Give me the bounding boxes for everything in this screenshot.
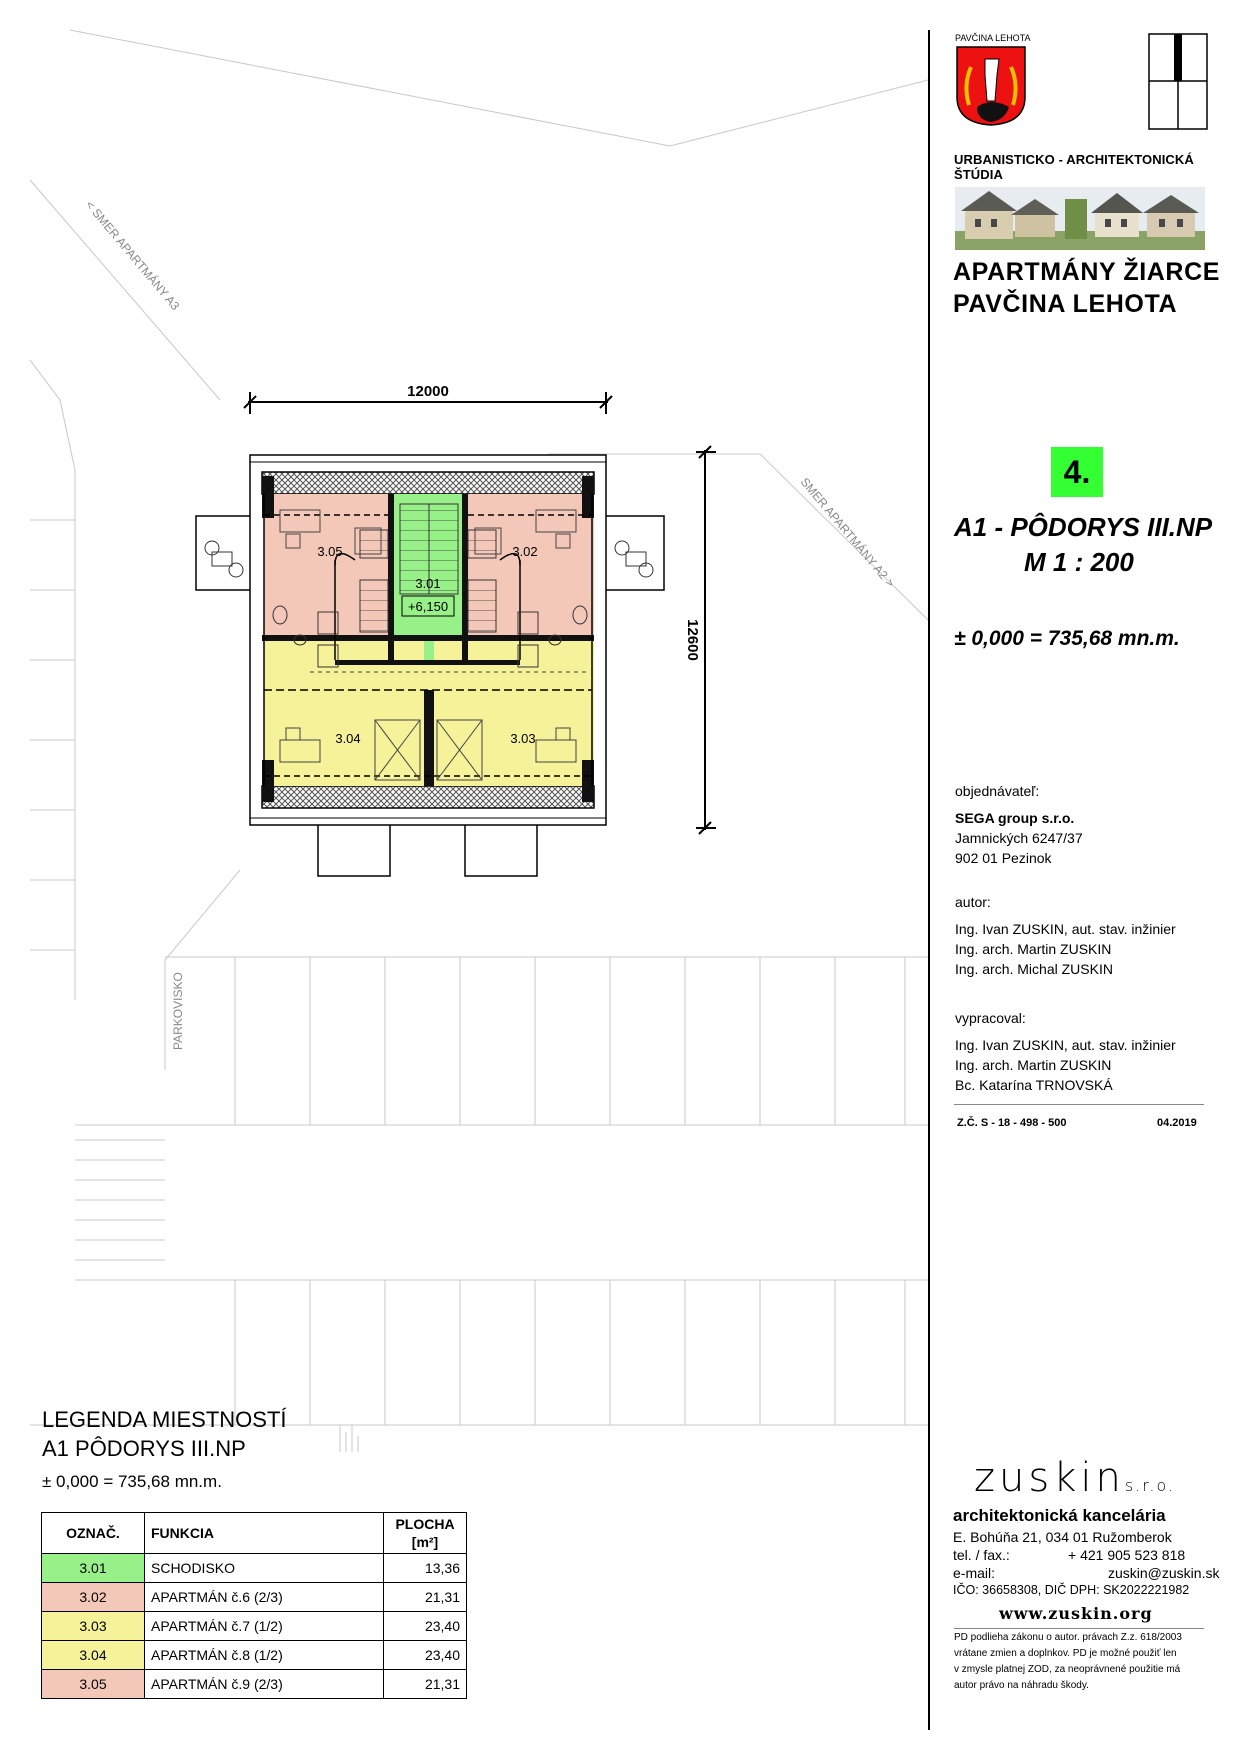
job-number: Z.Č. S - 18 - 498 - 500 [957, 1117, 1067, 1129]
author-label: autor: [955, 894, 991, 910]
room-label-3-03: 3.03 [510, 731, 536, 746]
project-title-line1: APARTMÁNY ŽIARCE [953, 258, 1221, 286]
depth-dimension-label: 12600 [684, 619, 701, 661]
direction-a3-label: < SMER APARTMÁNY A3 [82, 197, 183, 313]
project-title-line2: PAVČINA LEHOTA [953, 290, 1178, 318]
table-row [42, 1641, 467, 1670]
row-code: 3.02 [42, 1583, 145, 1612]
prepared-by-1: Ing. Ivan ZUSKIN, aut. stav. inžinier [955, 1037, 1176, 1053]
author-2: Ing. arch. Martin ZUSKIN [955, 941, 1112, 957]
table-row [42, 1554, 467, 1583]
row-area: 21,31 [384, 1670, 467, 1699]
study-type: URBANISTICKO - ARCHITEKTONICKÁ ŠTÚDIA [954, 152, 1194, 182]
legal-line-4: autor právo na náhradu škody. [954, 1680, 1089, 1691]
room-label-3-05: 3.05 [317, 544, 343, 559]
table-row [42, 1670, 467, 1699]
row-function: APARTMÁN č.7 (1/2) [145, 1612, 384, 1641]
legal-line-3: v zmysle platnej ZOD, za neoprávnené použitie má [954, 1664, 1181, 1675]
floor-plan [196, 455, 664, 876]
drawing-date: 04.2019 [1157, 1117, 1197, 1129]
row-code: 3.03 [42, 1612, 145, 1641]
legal-line-2: vrátane zmien a doplnkov. PD je možné použiť len [954, 1648, 1177, 1659]
author-3: Ing. arch. Michal ZUSKIN [955, 961, 1113, 977]
room-legend-table [41, 1512, 467, 1699]
row-area: 23,40 [384, 1641, 467, 1670]
row-area: 13,36 [384, 1554, 467, 1583]
row-function: APARTMÁN č.8 (1/2) [145, 1641, 384, 1670]
row-area: 21,31 [384, 1583, 467, 1612]
office-logo-text: zuskin [974, 1455, 1125, 1501]
row-area: 23,40 [384, 1612, 467, 1641]
sheet-number-badge [1051, 447, 1103, 497]
legend-header-row [42, 1513, 467, 1554]
row-code: 3.05 [42, 1670, 145, 1699]
row-code: 3.04 [42, 1641, 145, 1670]
width-dimension-label: 12000 [407, 383, 449, 400]
table-row [42, 1583, 467, 1612]
project-rendering-image [955, 187, 1205, 250]
header-area-unit: [m²] [411, 1534, 439, 1550]
office-ids: IČO: 36658308, DIČ DPH: SK2022221982 [953, 1583, 1190, 1597]
row-function: APARTMÁN č.9 (2/3) [145, 1670, 384, 1699]
table-row [42, 1612, 467, 1641]
row-function: SCHODISKO [145, 1554, 384, 1583]
client-city: 902 01 Pezinok [955, 850, 1052, 866]
legend-subtitle: A1 PÔDORYS III.NP [42, 1436, 246, 1461]
stair-level-label: +6,150 [407, 599, 449, 614]
office-logo [974, 1455, 1175, 1501]
row-code: 3.01 [42, 1554, 145, 1583]
office-website[interactable]: www.zuskin.org [999, 1604, 1153, 1623]
sheet-number: 4. [1063, 453, 1091, 490]
header-area [384, 1513, 467, 1554]
direction-a2-label: SMER APARTMÁNY A2 > [797, 474, 898, 590]
row-function: APARTMÁN č.6 (2/3) [145, 1583, 384, 1612]
room-label-3-02: 3.02 [512, 544, 538, 559]
room-label-3-01: 3.01 [415, 576, 441, 591]
legal-rule [954, 1628, 1204, 1629]
legend-title: LEGENDA MIESTNOSTÍ [42, 1407, 287, 1432]
crest-label: PAVČINA LEHOTA [955, 33, 1031, 43]
prepared-label: vypracoval: [955, 1010, 1026, 1026]
drawing-title: A1 - PÔDORYS III.NP [954, 512, 1213, 542]
office-email[interactable]: zuskin@zuskin.sk [1108, 1565, 1220, 1581]
author-1: Ing. Ivan ZUSKIN, aut. stav. inžinier [955, 921, 1176, 937]
office-logo-suffix: s.r.o. [1124, 1476, 1176, 1495]
zero-level-note: ± 0,000 = 735,68 mn.m. [954, 627, 1180, 650]
header-function: FUNKCIA [145, 1513, 384, 1554]
legal-line-1: PD podlieha zákonu o autor. právach Z.z. 618/2003 [954, 1632, 1182, 1643]
legend-zero-level: ± 0,000 = 735,68 mn.m. [42, 1472, 222, 1491]
room-label-3-04: 3.04 [335, 731, 361, 746]
client-street: Jamnických 6247/37 [955, 830, 1083, 846]
title-block-divider [928, 30, 930, 1730]
prepared-by-2: Ing. arch. Martin ZUSKIN [955, 1057, 1112, 1073]
office-phone: + 421 905 523 818 [1068, 1547, 1186, 1563]
office-email-label: e-mail: [953, 1565, 996, 1581]
parking-label: PARKOVISKO [171, 972, 185, 1050]
header-code: OZNAČ. [42, 1513, 145, 1554]
header-area-label: PLOCHA [395, 1516, 455, 1532]
client-name: SEGA group s.r.o. [955, 810, 1075, 826]
client-label: objednávateľ: [955, 783, 1040, 799]
legal-notice [954, 1630, 1182, 1694]
job-rule [954, 1104, 1204, 1105]
firm-mark-icon [1148, 33, 1208, 130]
office-phone-label: tel. / fax.: [953, 1547, 1010, 1563]
prepared-by-3: Bc. Katarína TRNOVSKÁ [955, 1077, 1113, 1093]
office-name: architektonická kancelária [953, 1506, 1166, 1525]
drawing-scale: M 1 : 200 [1024, 547, 1134, 577]
municipal-crest-icon [955, 45, 1027, 127]
office-address: E. Bohúňa 21, 034 01 Ružomberok [953, 1529, 1172, 1545]
